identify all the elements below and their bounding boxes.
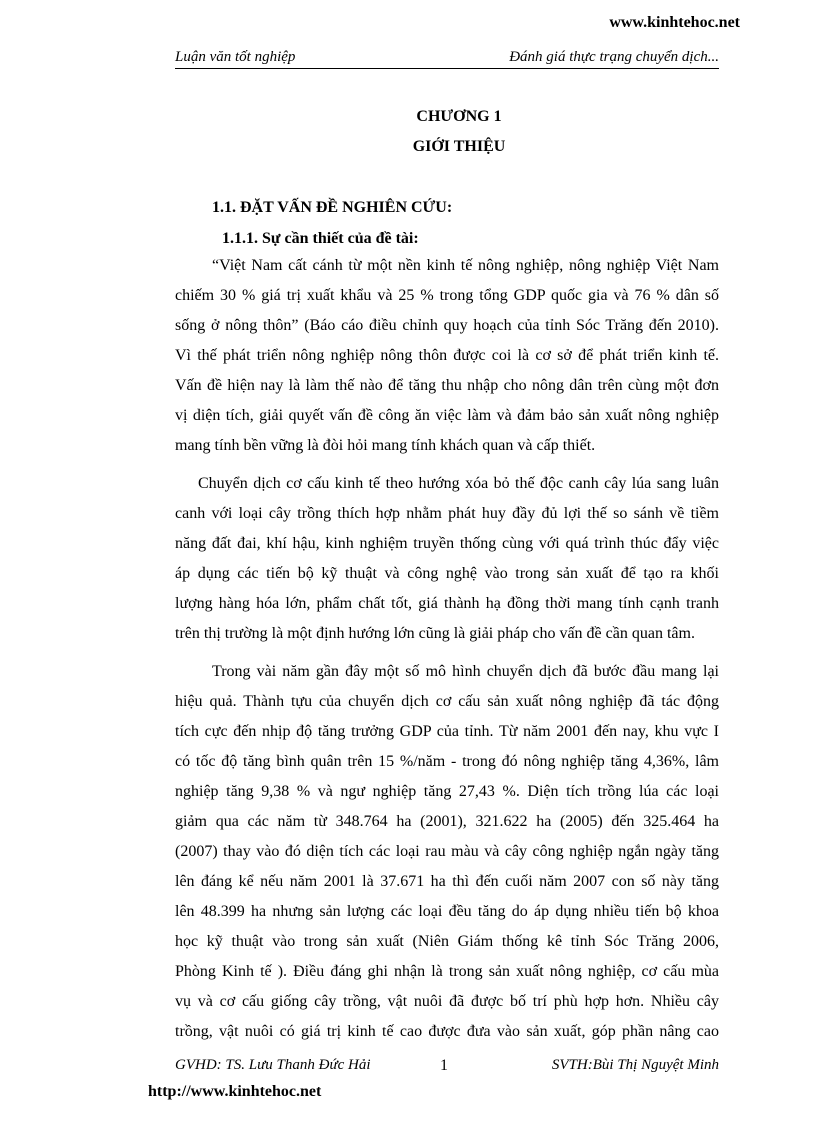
- text-line: mang tính bền vững là đòi hỏi mang tính khách quan và cấp thiết.: [175, 437, 596, 454]
- text-line: có tốc độ tăng bình quân trên 15 %/năm - trong đó nông nghiệp tăng 4,36%, lâm: [175, 753, 719, 770]
- text-line: Vấn đề hiện nay là làm thế nào để tăng thu nhập cho nông dân trên cùng một đơn: [175, 377, 719, 394]
- text-line: lượng hàng hóa lớn, phẩm chất tốt, giá thành hạ đồng thời mang tính cạnh tranh: [175, 595, 719, 612]
- footer-student: SVTH:Bùi Thị Nguyệt Minh: [551, 1057, 719, 1073]
- header-right-title: Đánh giá thực trạng chuyển dịch...: [509, 49, 719, 65]
- page-number: 1: [440, 1057, 448, 1074]
- text-line: chiếm 30 % giá trị xuất khẩu và 25 % trong tổng GDP quốc gia và 76 % dân số: [175, 287, 719, 304]
- text-line: giảm qua các năm từ 348.764 ha (2001), 321.622 ha (2005) đến 325.464 ha: [175, 813, 719, 830]
- header-divider: [175, 68, 719, 69]
- text-line: áp dụng các tiến bộ kỹ thuật và công nghệ vào trong sản xuất để tạo ra khối: [175, 565, 719, 582]
- text-line: nghiệp tăng 9,38 % và ngư nghiệp tăng 27,43 %. Diện tích trồng lúa các loại: [175, 783, 719, 800]
- text-line: học kỹ thuật vào trong sản xuất (Niên Giám thống kê tỉnh Sóc Trăng 2006,: [175, 933, 719, 950]
- subsection-heading: 1.1.1. Sự cần thiết của đề tài:: [222, 230, 419, 247]
- text-line: Trong vài năm gần đây một số mô hình chuyển dịch đã bước đầu mang lại: [212, 663, 719, 680]
- text-line: sống ở nông thôn” (Báo cáo điều chỉnh quy hoạch của tỉnh Sóc Trăng đến 2010).: [175, 317, 719, 334]
- text-line: tích cực đến nhịp độ tăng trưởng GDP của tỉnh. Từ năm 2001 đến nay, khu vực I: [175, 723, 719, 740]
- section-heading: 1.1. ĐẶT VẤN ĐỀ NGHIÊN CỨU:: [212, 199, 453, 216]
- text-line: Vì thế phát triển nông nghiệp nông thôn được coi là cơ sở để phát triển kinh tế.: [175, 347, 719, 364]
- site-url-bottom[interactable]: http://www.kinhtehoc.net: [148, 1083, 322, 1100]
- chapter-title: GIỚI THIỆU: [412, 138, 506, 155]
- text-line: Phòng Kinh tế ). Điều đáng ghi nhận là trong sản xuất nông nghiệp, cơ cấu mùa: [175, 963, 719, 980]
- text-line: lên đáng kể nếu năm 2001 là 37.671 ha thì đến cuối năm 2007 con số này tăng: [175, 873, 719, 890]
- site-url-top: www.kinhtehoc.net: [609, 14, 740, 31]
- text-line: trên thị trường là một định hướng lớn cũng là giải pháp cho vấn đề cần quan tâm.: [175, 625, 695, 642]
- text-line: Chuyển dịch cơ cấu kinh tế theo hướng xóa bỏ thế độc canh cây lúa sang luân: [198, 475, 719, 492]
- header-left-title: Luận văn tốt nghiệp: [175, 49, 296, 65]
- footer-advisor: GVHD: TS. Lưu Thanh Đức Hải: [175, 1057, 371, 1073]
- text-line: trồng, vật nuôi có giá trị kinh tế cao được đưa vào sản xuất, góp phần nâng cao: [175, 1023, 719, 1040]
- text-line: vụ và cơ cấu giống cây trồng, vật nuôi đã được bố trí phù hợp hơn. Nhiều cây: [175, 993, 719, 1010]
- chapter-number: CHƯƠNG 1: [416, 108, 502, 125]
- text-line: canh với loại cây trồng thích hợp nhằm phát huy đầy đủ lợi thế so sánh về tiềm: [175, 505, 719, 522]
- text-line: “Việt Nam cất cánh từ một nền kinh tế nông nghiệp, nông nghiệp Việt Nam: [212, 257, 719, 274]
- text-line: (2007) thay vào đó diện tích các loại rau màu và cây công nghiệp ngắn ngày tăng: [175, 843, 719, 860]
- text-line: hiệu quả. Thành tựu của chuyển dịch cơ cấu sản xuất nông nghiệp đã tác động: [175, 693, 719, 710]
- text-line: năng đất đai, khí hậu, kinh nghiệm truyền thống cùng với quá trình thúc đẩy việc: [175, 535, 719, 552]
- text-line: lên 48.399 ha nhưng sản lượng các loại đều tăng do áp dụng nhiều tiến bộ khoa: [175, 903, 719, 920]
- text-line: vị diện tích, giải quyết vấn đề công ăn việc làm và đảm bảo sản xuất nông nghiệp: [175, 407, 719, 424]
